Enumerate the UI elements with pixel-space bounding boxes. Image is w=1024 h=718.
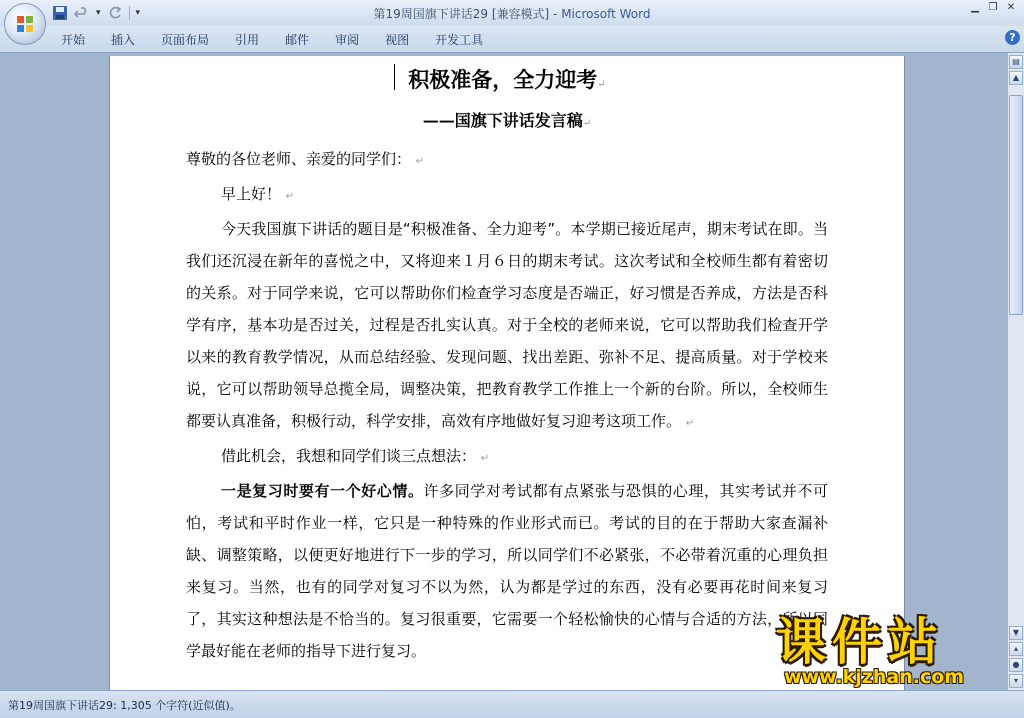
paragraph-mark: ↵ <box>685 418 695 429</box>
view-ruler-icon[interactable]: ▤ <box>1009 55 1023 69</box>
paragraph-mark: ↵ <box>415 156 425 167</box>
tab-page-layout[interactable]: 页面布局 <box>161 33 210 47</box>
scroll-thumb[interactable] <box>1009 95 1023 315</box>
undo-dropdown-icon[interactable]: ▾ <box>96 8 101 18</box>
watermark <box>776 614 1006 690</box>
customize-toolbar-icon[interactable]: ▾ <box>135 8 141 18</box>
paragraph-1 <box>186 213 828 440</box>
window-title <box>0 5 1024 22</box>
document-title <box>110 64 904 94</box>
minimize-icon[interactable]: ▁ <box>971 2 979 13</box>
status-bar <box>0 690 1024 718</box>
paragraph-mark: ↵ <box>582 118 592 129</box>
tab-home[interactable]: 开始 <box>61 33 86 47</box>
help-icon[interactable]: ? <box>1005 30 1020 45</box>
scroll-down-icon[interactable]: ▼ <box>1009 626 1023 640</box>
document-name: 第19周国旗下讲话29 [兼容模式] <box>373 7 550 21</box>
app-name: Microsoft Word <box>561 7 651 21</box>
paragraph-mark: ↵ <box>480 453 490 464</box>
next-page-icon[interactable]: ▾ <box>1009 674 1023 688</box>
scroll-up-icon[interactable]: ▲ <box>1009 71 1023 85</box>
greeting-text: 尊敬的各位老师、亲爱的同学们： <box>186 150 412 168</box>
tab-insert[interactable]: 插入 <box>111 33 136 47</box>
office-button[interactable] <box>4 3 46 45</box>
paragraph-3-text: 许多同学对考试都有点紧张与恐惧的心理，其实考试并不可怕，考试和平时作业一样，它只是一种特殊的作业形式而已。考试的目的在于帮助大家查漏补缺、调整策略，以便更好地进行下一步的学习，所以同学们不必紧张，不必带着沉重的心理负担来复习。当然，也有的同学对复习不以为然，认为都是学过的东西，没有必要再花时间来复习了，其实这种想法是不恰当的。复习很重要，它需要一个轻松愉快的心情与合适的方法，所以同学最好能在老师的指导下进行复习。 <box>186 482 828 660</box>
paragraph-3-heading: 一是复习时要有一个好心情。 <box>221 482 424 500</box>
paragraph-greeting <box>186 143 828 178</box>
previous-page-icon[interactable]: ▴ <box>1009 642 1023 656</box>
title-separator: - <box>549 7 562 21</box>
close-icon[interactable]: ✕ <box>1006 2 1016 13</box>
ribbon-tabs <box>48 30 496 50</box>
document-subtitle-text: ——国旗下讲话发言稿 <box>422 111 583 130</box>
document-title-text: 积极准备，全力迎考 <box>408 67 598 92</box>
document-body <box>186 143 828 667</box>
document-subtitle <box>110 108 904 131</box>
paragraph-3 <box>186 475 828 667</box>
office-logo-icon <box>16 15 34 33</box>
tab-review[interactable]: 审阅 <box>335 33 360 47</box>
document-page[interactable] <box>110 56 904 690</box>
browse-object-icon[interactable]: ● <box>1009 658 1023 672</box>
paragraph-morning <box>186 178 828 213</box>
tab-view[interactable]: 视图 <box>385 33 410 47</box>
morning-text: 早上好！ <box>221 185 282 203</box>
paragraph-1-text: 今天我国旗下讲话的题目是“积极准备、全力迎考”。本学期已接近尾声，期末考试在即。当我们还沉浸在新年的喜悦之中，又将迎来１月６日的期末考试。这次考试和全校师生都有着密切的关系。对于同学来说，它可以帮助你们检查学习态度是否端正，好习惯是否养成，方法是否科学有序，基本功是否过关，过程是否扎实认真。对于全校的老师来说，它可以帮助我们检查开学以来的教育教学情况，从而总结经验、发现问题、找出差距、弥补不足、提高质量。对于学校来说，它可以帮助领导总揽全局，调整决策，把教育教学工作推上一个新的台阶。所以，全校师生都要认真准备，积极行动，科学安排，高效有序地做好复习迎考这项工作。 <box>186 220 828 430</box>
watermark-url: www.kjzhan.com <box>784 666 965 688</box>
paragraph-2 <box>186 440 828 475</box>
tab-mailings[interactable]: 邮件 <box>285 33 310 47</box>
paragraph-2-text: 借此机会，我想和同学们谈三点想法： <box>221 447 477 465</box>
document-area <box>0 53 1008 690</box>
vertical-scrollbar[interactable] <box>1007 53 1024 690</box>
restore-icon[interactable]: ❐ <box>988 2 998 13</box>
tab-developer[interactable]: 开发工具 <box>435 33 484 47</box>
window-controls <box>968 2 1018 14</box>
paragraph-mark: ↵ <box>597 79 606 90</box>
title-bar <box>0 0 1024 26</box>
paragraph-mark: ↵ <box>285 191 295 202</box>
watermark-title: 课件站 <box>776 613 944 671</box>
ribbon-tab-bar <box>0 26 1024 53</box>
status-text: 第19周国旗下讲话29: 1,305 个字符(近似值)。 <box>8 699 241 712</box>
tab-references[interactable]: 引用 <box>235 33 260 47</box>
